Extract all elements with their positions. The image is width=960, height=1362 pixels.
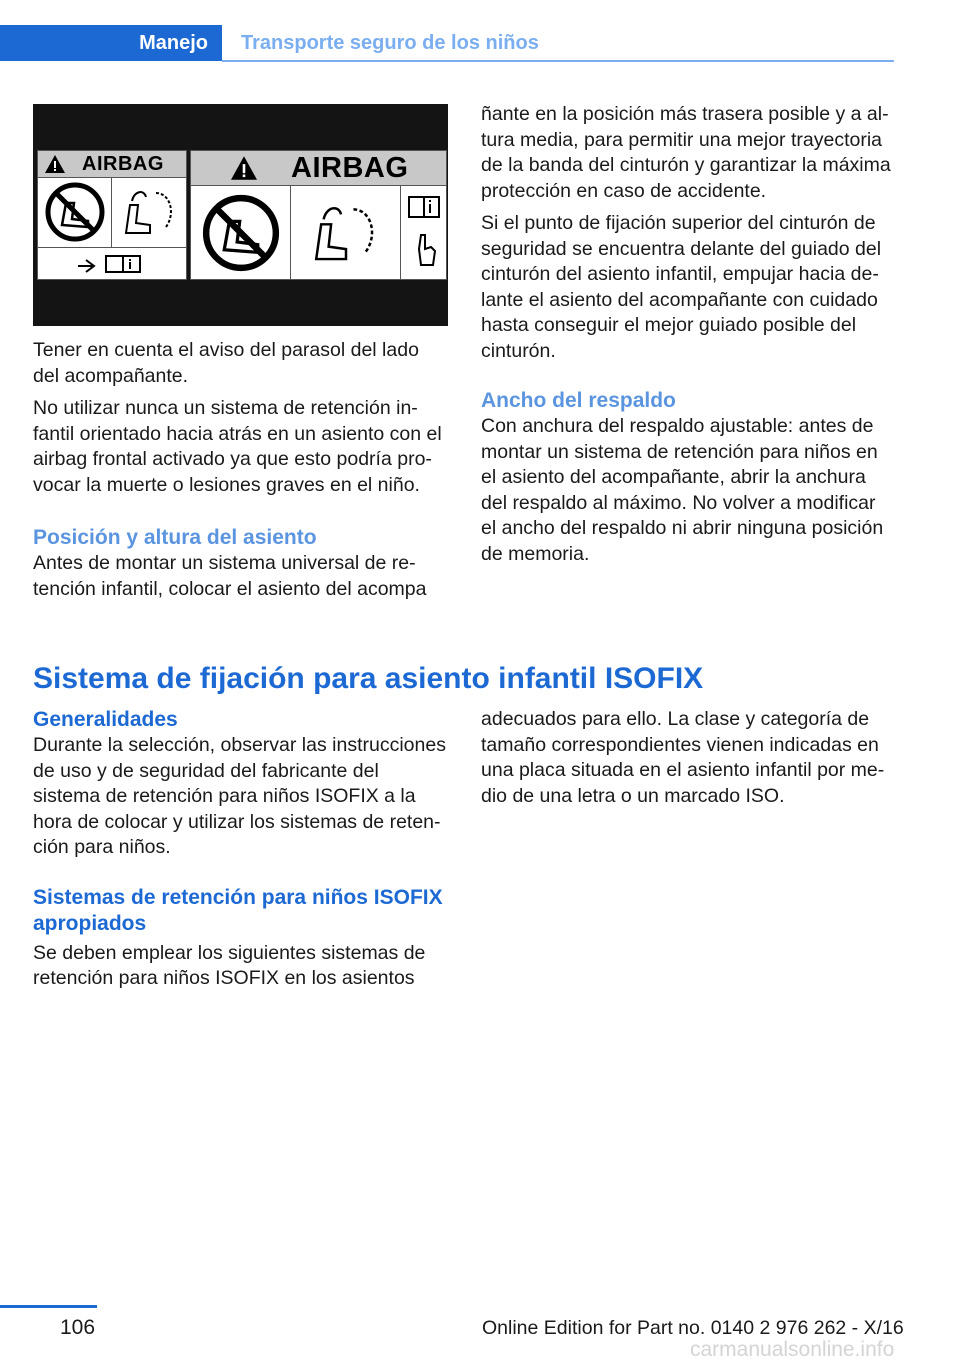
airbag-small-cell-manual: [38, 248, 186, 279]
header-divider: [222, 60, 894, 62]
paragraph-rear-facing-warning: No utilizar nunca un sistema de retención infantil orientado hacia atrás en un asiento con el airbag frontal activado ya que esto podría provocar la muerte o lesiones graves en el niño.: [33, 397, 442, 496]
right-column-isofix: [481, 707, 893, 816]
heading-ancho-respaldo: Ancho del respaldo: [481, 389, 676, 412]
airbag-large-cell-seat: [291, 185, 401, 279]
airbag-small-cell-seat: [112, 177, 186, 248]
manual-reference-icon: [407, 195, 441, 271]
heading-isofix: Sistema de fijación para asiento infantil ISOFIX: [33, 662, 704, 695]
airbag-label-large: [190, 150, 447, 280]
airbag-label-small-text: AIRBAG: [82, 153, 164, 175]
no-rear-facing-seat-icon: [44, 181, 106, 243]
airbag-label-small: [37, 150, 187, 280]
paragraph-isofix-class: adecuados para ello. La clase y categoría de tamaño correspondientes vienen indicadas en una placa situada en el asiento infantil por medio de una letra o un marcado ISO.: [481, 708, 885, 807]
airbag-large-cell-prohibited: [191, 185, 291, 279]
airbag-seat-icon: [303, 197, 389, 269]
page-number: 106: [60, 1316, 96, 1339]
header-chapter-title: Transporte seguro de los niños: [241, 32, 539, 54]
paragraph-belt-anchor: Si el punto de fijación superior del cinturón de seguridad se encuentra delante del guiado del cinturón del asiento infantil, empujar hacia delante el asiento del acompañante con cuidado hasta conseguir el mejor guiado posible del cinturón.: [481, 212, 882, 362]
paragraph-generalidades: Durante la selección, observar las instrucciones de uso y de seguridad del fabricante del sistema de retención para niños ISOFIX a la hora de colocar y utilizar los sistemas de retención para niños.: [33, 734, 446, 858]
header-section-title: Manejo: [139, 32, 208, 54]
watermark: carmanualsonline.info: [690, 1338, 895, 1361]
right-column-top: [481, 102, 893, 574]
heading-generalidades: Generalidades: [33, 708, 178, 731]
heading-posicion-altura: Posición y altura del asiento: [33, 526, 317, 549]
paragraph-seat-position: ñante en la posición más trasera posible y a altura media, para permitir una mejor trayectoria de la banda del cinturón y garantizar la máxima protección en caso de accidente.: [481, 103, 891, 202]
no-rear-facing-seat-icon: [201, 193, 281, 273]
airbag-seat-icon: [120, 183, 180, 241]
airbag-large-cell-manual: [401, 185, 446, 279]
airbag-label-small-header: [38, 151, 186, 178]
footer-edition: Online Edition for Part no. 0140 2 976 262 - X/16: [482, 1317, 904, 1339]
heading-sistemas-isofix: Sistemas de retención para niños ISOFIX apropiados: [33, 885, 443, 935]
paragraph-sistemas-isofix: Se deben emplear los siguientes sistemas de retención para niños ISOFIX en los asientos: [33, 941, 426, 989]
manual-reference-icon: [76, 254, 146, 274]
paragraph-posicion-altura: Antes de montar un sistema universal de retención infantil, colocar el asiento del acompa: [33, 552, 427, 600]
paragraph-parasol-notice: Tener en cuenta el aviso del parasol del lado del acompañante.: [33, 339, 419, 387]
footer-accent-line: [0, 1305, 97, 1308]
left-column-isofix: [33, 707, 448, 999]
warning-triangle-icon: [44, 154, 66, 174]
airbag-label-large-header: [191, 151, 446, 186]
paragraph-ancho-respaldo: Con anchura del respaldo ajustable: antes de montar un sistema de retención para niños en el asiento del acompañante, abrir la anchura del respaldo al máximo. No volver a modificar el ancho del respaldo ni abrir ninguna posición de memoria.: [481, 415, 884, 565]
airbag-label-large-text: AIRBAG: [291, 152, 409, 184]
left-column-top: [33, 338, 448, 609]
warning-triangle-icon: [229, 155, 259, 181]
airbag-small-cell-prohibited: [38, 177, 112, 248]
airbag-warning-figure: [33, 104, 448, 326]
